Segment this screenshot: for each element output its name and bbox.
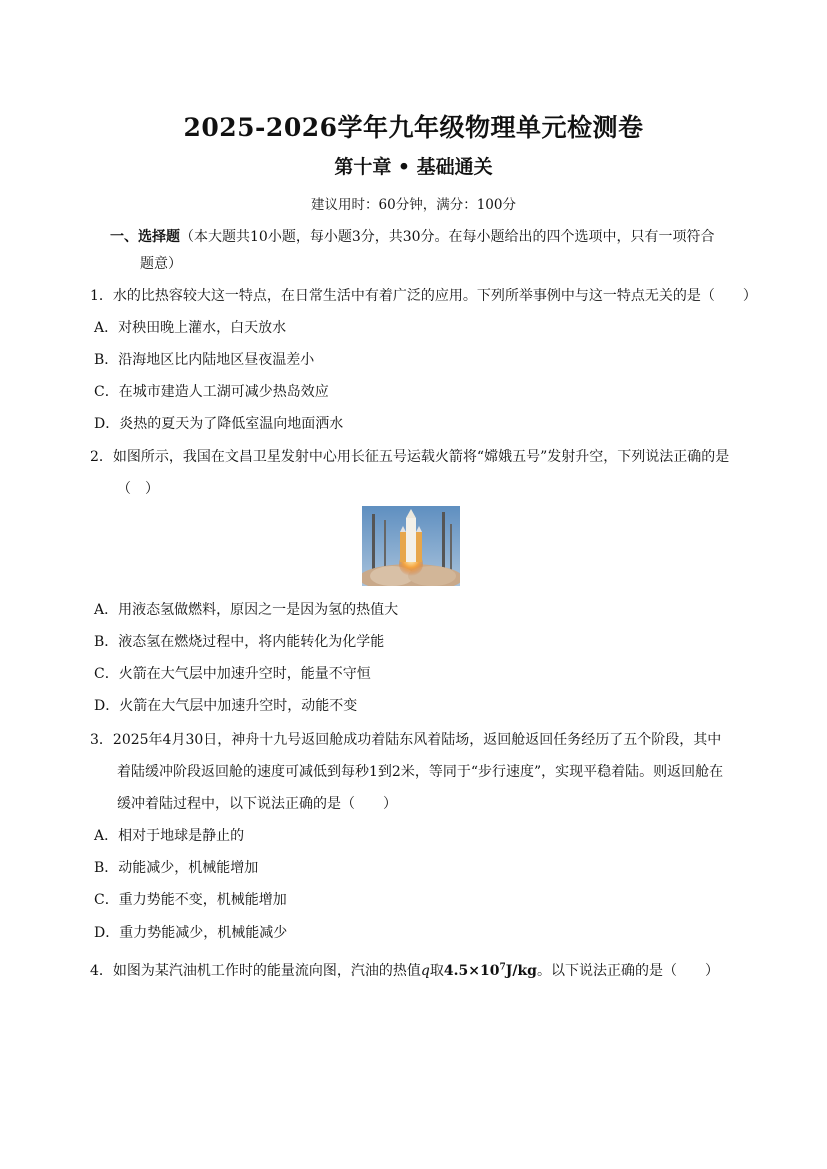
q4-symbol-q: q xyxy=(420,963,430,979)
section-desc-line1: （本大题共10小题，每小题3分，共30分。在每小题给出的四个选项中，只有一项符合 xyxy=(180,229,715,245)
section-heading-line xyxy=(110,226,715,246)
section-desc-line2: 题意） xyxy=(140,256,182,272)
q3-stem-line3: 缓冲着陆过程中，以下说法正确的是（ ） xyxy=(117,796,397,812)
q1-option-b: B．沿海地区比内陆地区昼夜温差小 xyxy=(94,352,315,368)
q4-value-exp: 7 xyxy=(499,962,506,973)
q2-option-a: A．用液态氢做燃料，原因之一是因为氢的热值大 xyxy=(94,602,399,618)
q2-option-c: C．火箭在大气层中加速升空时，能量不守恒 xyxy=(94,666,371,682)
q1-option-d: D．炎热的夏天为了降低室温向地面洒水 xyxy=(94,416,344,432)
q2-option-d: D．火箭在大气层中加速升空时，动能不变 xyxy=(94,698,358,714)
q4-stem-mid: 取 xyxy=(429,963,444,979)
q1-option-a: A．对秧田晚上灌水，白天放水 xyxy=(94,320,287,336)
q4-stem-post: 。以下说法正确的是（ ） xyxy=(536,963,719,979)
q3-option-d: D．重力势能减少，机械能减少 xyxy=(94,925,288,941)
q4-value-base: 4.5×10 xyxy=(443,963,500,979)
q1-option-c: C．在城市建造人工湖可减少热岛效应 xyxy=(94,384,329,400)
q4-stem xyxy=(90,960,719,980)
time-info: 建议用时：60分钟，满分：100分 xyxy=(311,197,516,213)
q4-unit: J/kg xyxy=(505,963,537,979)
q4-value xyxy=(444,963,537,979)
q2-option-b: B．液态氢在燃烧过程中，将内能转化为化学能 xyxy=(94,634,385,650)
page-title: 2025-2026学年九年级物理单元检测卷 xyxy=(183,113,644,142)
q3-option-c: C．重力势能不变，机械能增加 xyxy=(94,892,287,908)
q4-stem-pre: 4．如图为某汽油机工作时的能量流向图，汽油的热值 xyxy=(90,963,421,979)
q3-stem-line1: 3．2025年4月30日，神舟十九号返回舱成功着陆东风着陆场，返回舱返回任务经历了五个阶段，其中 xyxy=(90,732,722,748)
q3-option-b: B．动能减少，机械能增加 xyxy=(94,860,259,876)
rocket-launch-image xyxy=(362,506,460,586)
section-heading: 一、选择题 xyxy=(110,229,180,245)
q3-stem-line2: 着陆缓冲阶段返回舱的速度可减低到每秒1到2米，等同于“步行速度”，实现平稳着陆。则返回舱在 xyxy=(117,764,724,780)
q2-stem-line2: （ ） xyxy=(117,481,159,497)
q2-stem-line1: 2．如图所示，我国在文昌卫星发射中心用长征五号运载火箭将“嫦娥五号”发射升空，下列说法正确的是 xyxy=(90,449,730,465)
q1-stem: 1．水的比热容较大这一特点，在日常生活中有着广泛的应用。下列所举事例中与这一特点无关的是（ ） xyxy=(90,288,757,304)
chapter-subtitle: 第十章 • 基础通关 xyxy=(334,156,493,178)
q3-option-a: A．相对于地球是静止的 xyxy=(94,828,245,844)
